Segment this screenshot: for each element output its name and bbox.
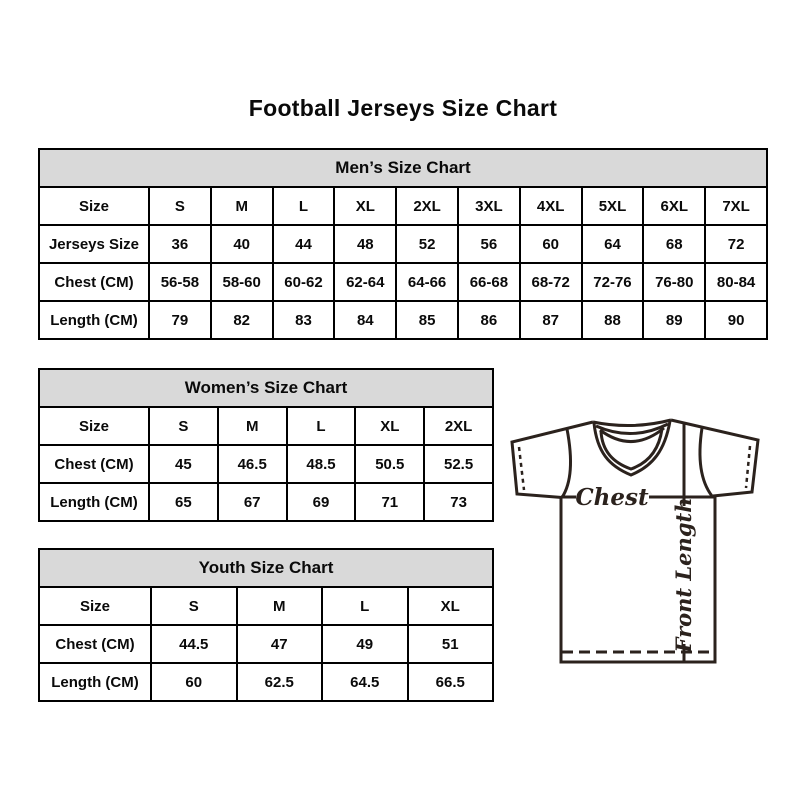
value-cell: 79 xyxy=(149,301,211,339)
value-cell: 68-72 xyxy=(520,263,582,301)
value-cell: 85 xyxy=(396,301,458,339)
youth-table-title: Youth Size Chart xyxy=(39,549,493,587)
value-cell: 83 xyxy=(273,301,335,339)
value-cell: 64 xyxy=(582,225,644,263)
value-cell: 69 xyxy=(287,483,356,521)
value-cell: 52.5 xyxy=(424,445,493,483)
value-cell: XL xyxy=(408,587,494,625)
chest-label: Chest xyxy=(575,484,649,511)
row-label-cell: Chest (CM) xyxy=(39,263,149,301)
value-cell: 87 xyxy=(520,301,582,339)
value-cell: 52 xyxy=(396,225,458,263)
value-cell: 66-68 xyxy=(458,263,520,301)
value-cell: 64-66 xyxy=(396,263,458,301)
value-cell: 2XL xyxy=(396,187,458,225)
value-cell: 47 xyxy=(237,625,323,663)
table-row xyxy=(39,407,493,445)
value-cell: 4XL xyxy=(520,187,582,225)
value-cell: 65 xyxy=(149,483,218,521)
mens-table-title: Men’s Size Chart xyxy=(39,149,767,187)
value-cell: 82 xyxy=(211,301,273,339)
value-cell: 56-58 xyxy=(149,263,211,301)
row-label-cell: Length (CM) xyxy=(39,483,149,521)
value-cell: 58-60 xyxy=(211,263,273,301)
value-cell: 60 xyxy=(151,663,237,701)
value-cell: 88 xyxy=(582,301,644,339)
value-cell: 36 xyxy=(149,225,211,263)
value-cell: 89 xyxy=(643,301,705,339)
value-cell: 56 xyxy=(458,225,520,263)
value-cell: 40 xyxy=(211,225,273,263)
jersey-measurement-diagram xyxy=(505,412,765,672)
value-cell: 72-76 xyxy=(582,263,644,301)
value-cell: 44.5 xyxy=(151,625,237,663)
value-cell: 48 xyxy=(334,225,396,263)
row-label-cell: Length (CM) xyxy=(39,301,149,339)
value-cell: 68 xyxy=(643,225,705,263)
row-label-cell: Chest (CM) xyxy=(39,445,149,483)
value-cell: XL xyxy=(334,187,396,225)
value-cell: 7XL xyxy=(705,187,767,225)
value-cell: 3XL xyxy=(458,187,520,225)
value-cell: 62-64 xyxy=(334,263,396,301)
value-cell: 51 xyxy=(408,625,494,663)
value-cell: XL xyxy=(355,407,424,445)
value-cell: 62.5 xyxy=(237,663,323,701)
youth-size-table xyxy=(38,548,494,702)
value-cell: M xyxy=(237,587,323,625)
value-cell: S xyxy=(149,407,218,445)
value-cell: 2XL xyxy=(424,407,493,445)
page-title: Football Jerseys Size Chart xyxy=(248,95,558,121)
value-cell: 5XL xyxy=(582,187,644,225)
value-cell: 72 xyxy=(705,225,767,263)
value-cell: L xyxy=(287,407,356,445)
right-sleeve-stitch-line xyxy=(746,446,750,488)
value-cell: 64.5 xyxy=(322,663,408,701)
value-cell: 60-62 xyxy=(273,263,335,301)
value-cell: L xyxy=(322,587,408,625)
value-cell: 67 xyxy=(218,483,287,521)
mens-size-table xyxy=(38,148,768,340)
collar-top-arc xyxy=(593,420,671,426)
womens-table-body xyxy=(39,407,493,521)
value-cell: 73 xyxy=(424,483,493,521)
value-cell: 84 xyxy=(334,301,396,339)
value-cell: 71 xyxy=(355,483,424,521)
table-row xyxy=(39,187,767,225)
left-sleeve-stitch-line xyxy=(519,447,524,490)
value-cell: 44 xyxy=(273,225,335,263)
value-cell: L xyxy=(273,187,335,225)
mens-table-band-row xyxy=(39,149,767,187)
row-label-cell: Length (CM) xyxy=(39,663,151,701)
value-cell: 49 xyxy=(322,625,408,663)
value-cell: 86 xyxy=(458,301,520,339)
mens-table-body xyxy=(39,187,767,339)
value-cell: 45 xyxy=(149,445,218,483)
table-row xyxy=(39,663,493,701)
front-length-label: Front Length xyxy=(671,497,696,653)
value-cell: S xyxy=(151,587,237,625)
value-cell: 90 xyxy=(705,301,767,339)
value-cell: 48.5 xyxy=(287,445,356,483)
table-row xyxy=(39,483,493,521)
womens-size-table xyxy=(38,368,494,522)
value-cell: M xyxy=(211,187,273,225)
value-cell: 46.5 xyxy=(218,445,287,483)
youth-table-body xyxy=(39,587,493,701)
value-cell: 60 xyxy=(520,225,582,263)
value-cell: S xyxy=(149,187,211,225)
womens-table-band-row xyxy=(39,369,493,407)
table-row xyxy=(39,263,767,301)
womens-table-title: Women’s Size Chart xyxy=(39,369,493,407)
value-cell: 6XL xyxy=(643,187,705,225)
table-row xyxy=(39,625,493,663)
row-label-cell: Size xyxy=(39,187,149,225)
jersey-left-sleeve-seam xyxy=(562,429,571,498)
row-label-cell: Size xyxy=(39,407,149,445)
jersey-right-sleeve-seam xyxy=(700,428,712,496)
value-cell: 66.5 xyxy=(408,663,494,701)
value-cell: 50.5 xyxy=(355,445,424,483)
value-cell: 80-84 xyxy=(705,263,767,301)
table-row xyxy=(39,225,767,263)
row-label-cell: Chest (CM) xyxy=(39,625,151,663)
row-label-cell: Size xyxy=(39,587,151,625)
value-cell: 76-80 xyxy=(643,263,705,301)
table-row xyxy=(39,587,493,625)
row-label-cell: Jerseys Size xyxy=(39,225,149,263)
table-row xyxy=(39,301,767,339)
youth-table-band-row xyxy=(39,549,493,587)
value-cell: M xyxy=(218,407,287,445)
table-row xyxy=(39,445,493,483)
